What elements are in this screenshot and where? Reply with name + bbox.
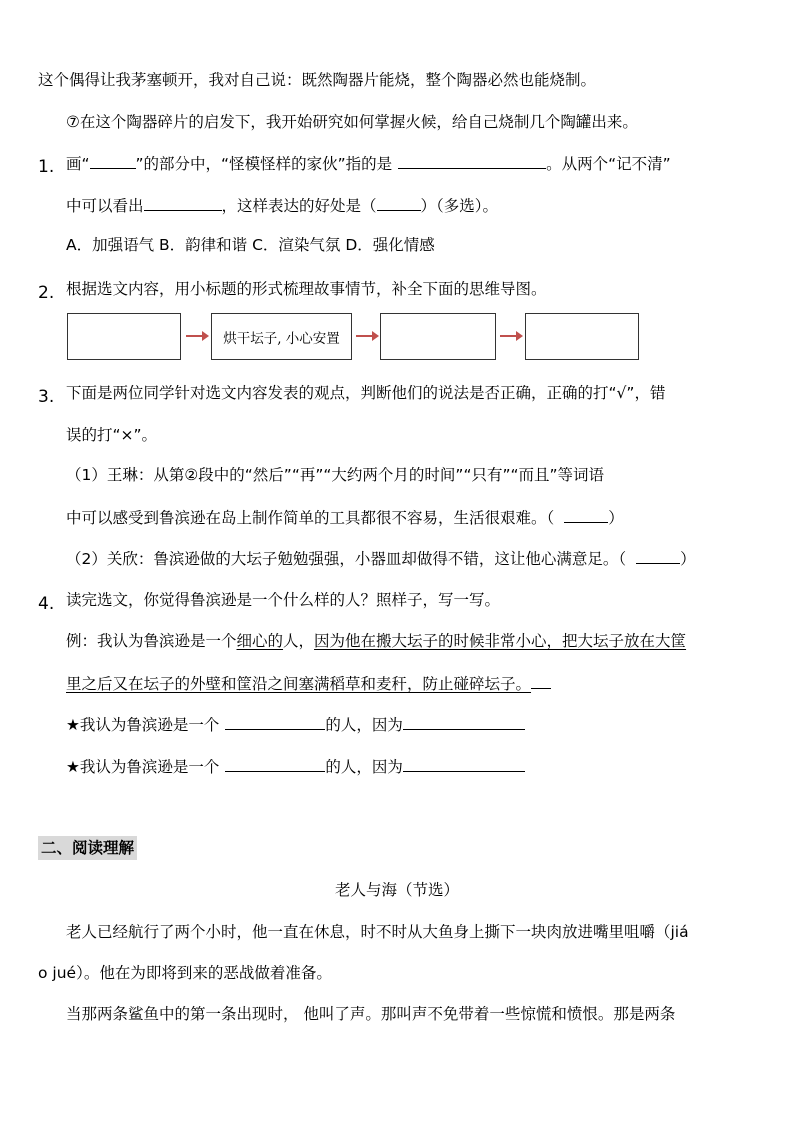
- q1-text-d: 中可以看出: [66, 197, 144, 215]
- star-2-blank-1[interactable]: [225, 756, 325, 772]
- mind-map-box-2-label: 烘干坛子, 小心安置: [223, 330, 340, 347]
- q1-text-a: 画“: [66, 155, 90, 173]
- star-1-blank-2[interactable]: [403, 714, 525, 730]
- text-line-2: ⑦在这个陶器碎片的启发下，我开始研究如何掌握火候，给自己烧制几个陶罐出来。: [66, 113, 638, 131]
- question-3-line-2: 误的打“×”。: [66, 426, 158, 444]
- star-2-blank-2[interactable]: [403, 756, 525, 772]
- mind-map-arrow-2: [356, 335, 374, 337]
- star-line-1: [66, 714, 525, 735]
- question-3-statement-1b: [66, 507, 624, 528]
- q3-s2-close: ）: [680, 550, 696, 568]
- example-reason-2: 里之后又在坛子的外壁和筐沿之间塞满稻草和麦秆，防止碰碎坛子。: [66, 675, 532, 693]
- example-prefix: 例：我认为鲁滨逊是一个: [66, 632, 237, 650]
- example-line-2: [66, 673, 551, 694]
- q1-text-b: ”的部分中，“怪模怪样的家伙”指的是: [135, 155, 393, 173]
- passage-title: 老人与海（节选）: [334, 881, 459, 899]
- star-1-blank-1[interactable]: [225, 714, 325, 730]
- example-underline-tail: [531, 673, 551, 689]
- mind-map-box-1[interactable]: [67, 313, 181, 360]
- question-4-number: 4.: [38, 594, 55, 614]
- text-line-1: 这个偶得让我茅塞顿开，我对自己说：既然陶器片能烧，整个陶器必然也能烧制。: [38, 71, 597, 89]
- passage-line-2: o jué）。他在为即将到来的恶战做着准备。: [38, 964, 332, 982]
- mind-map-box-2: [211, 313, 352, 360]
- q1-blank-2[interactable]: [398, 153, 546, 169]
- question-1-line-1: [66, 153, 671, 174]
- question-4-text: 读完选文，你觉得鲁滨逊是一个什么样的人？照样子，写一写。: [66, 591, 501, 609]
- question-1-line-2: [66, 195, 498, 216]
- q1-blank-4[interactable]: [377, 195, 421, 211]
- q1-text-e: ，这样表达的好处是（: [221, 197, 377, 215]
- passage-line-3: 当那两条鲨鱼中的第一条出现时， 他叫了声。那叫声不免带着一些惊慌和愤恨。那是两条: [66, 1005, 676, 1023]
- section-heading: 二、阅读理解: [38, 836, 137, 860]
- q3-s1-text: 中可以感受到鲁滨逊在岛上制作简单的工具都很不容易，生活很艰难。（: [66, 509, 555, 527]
- star-2-mid: 的人，因为: [325, 758, 403, 776]
- example-mid: 人，: [283, 632, 315, 650]
- q1-blank-1[interactable]: [90, 153, 136, 169]
- q3-blank-2[interactable]: [636, 548, 680, 564]
- question-2-number: 2.: [38, 283, 55, 303]
- mind-map-arrow-1: [186, 335, 204, 337]
- question-3-number: 3.: [38, 387, 55, 407]
- question-1-number: 1.: [38, 157, 55, 177]
- q3-blank-1[interactable]: [564, 507, 608, 523]
- question-3-statement-1a: （1）王琳：从第②段中的“然后”“再”“大约两个月的时间”“只有”“而且”等词语: [66, 466, 605, 484]
- mind-map-box-4[interactable]: [525, 313, 639, 360]
- mind-map-box-3[interactable]: [380, 313, 496, 360]
- q1-blank-3[interactable]: [144, 195, 222, 211]
- example-reason-1: 因为他在搬大坛子的时候非常小心，把大坛子放在大筐: [314, 632, 687, 650]
- mind-map-arrow-3: [500, 335, 518, 337]
- example-line-1: [66, 631, 686, 651]
- example-word: 细心的: [236, 632, 284, 650]
- question-3-line-1: 下面是两位同学针对选文内容发表的观点，判断他们的说法是否正确，正确的打“√”，错: [66, 384, 666, 402]
- q1-text-f: ）（多选）。: [420, 197, 499, 215]
- passage-line-1: 老人已经航行了两个小时，他一直在休息，时不时从大鱼身上撕下一块肉放进嘴里咀嚼（jiá: [66, 923, 689, 941]
- star-line-2: [66, 756, 525, 777]
- question-1-options: A．加强语气 B．韵律和谐 C．渲染气氛 D．强化情感: [66, 236, 435, 254]
- q3-s1-close: ）: [608, 509, 624, 527]
- star-1-mid: 的人，因为: [325, 716, 403, 734]
- q1-text-c: 。从两个“记不清”: [546, 155, 671, 173]
- question-3-statement-2: [66, 548, 696, 569]
- star-1-prefix: ★我认为鲁滨逊是一个: [66, 716, 220, 734]
- star-2-prefix: ★我认为鲁滨逊是一个: [66, 758, 220, 776]
- q3-s2-text: （2）关欣：鲁滨逊做的大坛子勉勉强强，小器皿却做得不错，这让他心满意足。（: [66, 550, 627, 568]
- question-2-text: 根据选文内容，用小标题的形式梳理故事情节，补全下面的思维导图。: [66, 280, 547, 298]
